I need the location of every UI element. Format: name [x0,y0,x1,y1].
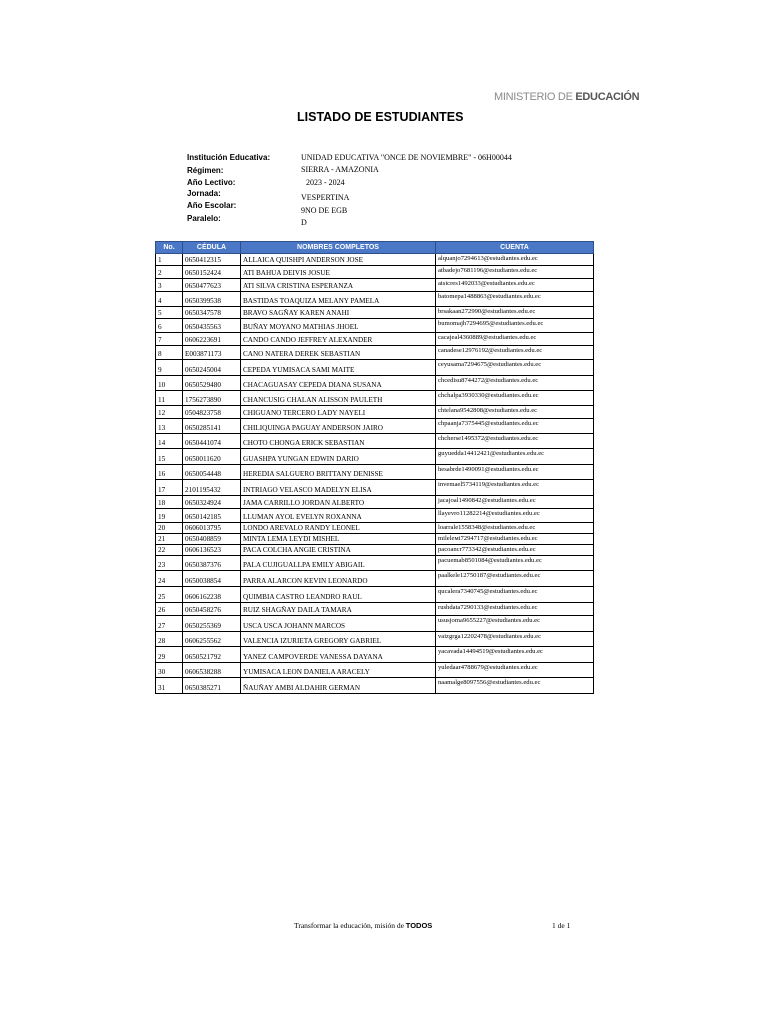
footer-text: Transformar la educación, misión de [294,921,406,930]
regimen-label: Régimen: [187,166,224,175]
cell-cedula: 0650347578 [183,307,241,319]
cell-cuenta: chtelana9542808@estudiantes.edu.ec [436,406,594,419]
cell-no: 21 [156,534,183,545]
page-title: LISTADO DE ESTUDIANTES [297,110,464,124]
cell-cedula: 0606223691 [183,333,241,346]
cell-cuenta: loarrale1558348@estudiantes.edu.ec [436,523,594,534]
table-row [156,496,594,509]
ministry-logo [494,91,639,103]
cell-no: 13 [156,419,183,434]
cell-cuenta: pacoancr773342@estudiantes.edu.ec [436,545,594,556]
cell-cuenta: llayevro11282214@estudiantes.edu.ec [436,509,594,523]
cell-no: 14 [156,434,183,449]
cell-cedula: 0650324924 [183,496,241,509]
cell-no: 24 [156,571,183,587]
cell-cedula: 0650521792 [183,647,241,663]
cell-nombre: GUASHPA YUNGAN EDWIN DARIO [241,449,436,465]
institucion-value: UNIDAD EDUCATIVA "ONCE DE NOVIEMBRE" - 06H00044 [301,153,512,162]
logo-bold: EDUCACIÓN [575,91,640,103]
cell-cedula: 0650477623 [183,279,241,292]
footer-slogan [294,921,432,930]
cell-nombre: INTRIAGO VELASCO MADELYN ELISA [241,480,436,496]
table-row [156,406,594,419]
cell-cedula: 0650142185 [183,509,241,523]
cell-no: 19 [156,509,183,523]
cell-cedula: 0650529480 [183,376,241,391]
table-row [156,279,594,292]
cell-nombre: JAMA CARRILLO JORDAN ALBERTO [241,496,436,509]
cell-nombre: PACA COLCHA ANGIE CRISTINA [241,545,436,556]
cell-nombre: CHACAGUASAY CEPEDA DIANA SUSANA [241,376,436,391]
cell-cuenta: naamalge8097556@estudiantes.edu.ec [436,678,594,694]
cell-cuenta: yacavada14494519@estudiantes.edu.ec [436,647,594,663]
table-row [156,419,594,434]
table-row [156,509,594,523]
cell-no: 22 [156,545,183,556]
cell-nombre: CHANCUSIG CHALAN ALISSON PAULETH [241,391,436,406]
cell-no: 27 [156,616,183,632]
cell-cedula: 2101195432 [183,480,241,496]
cell-cuenta: ususjoma9655227@estudiantes.edu.ec [436,616,594,632]
cell-cuenta: atsicres1492033@estudiantes.edu.ec [436,279,594,292]
cell-nombre: BASTIDAS TOAQUIZA MELANY PAMELA [241,292,436,307]
cell-cedula: 0650408859 [183,534,241,545]
table-row [156,449,594,465]
cell-no: 11 [156,391,183,406]
cell-nombre: LLUMAN AYOL EVELYN ROXANNA [241,509,436,523]
cell-cedula: 0650285141 [183,419,241,434]
cell-cuenta: invemael5734119@estudiantes.edu.ec [436,480,594,496]
cell-cedula: 0650441074 [183,434,241,449]
header-cedula: CÉDULA [183,242,241,254]
cell-no: 4 [156,292,183,307]
cell-cedula: 0504823758 [183,406,241,419]
cell-nombre: VALENCIA IZURIETA GREGORY GABRIEL [241,632,436,647]
table-row [156,678,594,694]
cell-no: 3 [156,279,183,292]
cell-cuenta: ceyusama7294675@estudiantes.edu.ec [436,360,594,376]
header-nombres: NOMBRES COMPLETOS [241,242,436,254]
cell-nombre: HEREDIA SALGUERO BRITTANY DENISSE [241,465,436,480]
cell-cedula: 0650435563 [183,319,241,333]
table-row [156,571,594,587]
cell-nombre: PALA CUJIGUALLPA EMILY ABIGAIL [241,556,436,571]
cell-nombre: PARRA ALARCON KEVIN LEONARDO [241,571,436,587]
anio-escolar-label: Año Escolar: [187,201,237,210]
cell-no: 15 [156,449,183,465]
cell-nombre: CANO NATERA DEREK SEBASTIAN [241,346,436,360]
cell-cedula: 0650399538 [183,292,241,307]
cell-no: 12 [156,406,183,419]
cell-no: 25 [156,587,183,603]
table-row [156,266,594,279]
table-row [156,333,594,346]
cell-cedula: 0650412315 [183,254,241,266]
jornada-label: Jornada: [187,189,221,198]
cell-nombre: ALLAICA QUISHPI ANDERSON JOSE [241,254,436,266]
table-row [156,556,594,571]
cell-cedula: 0606162238 [183,587,241,603]
cell-cedula: 0650038854 [183,571,241,587]
table-header-row [156,242,594,254]
cell-nombre: CHILIQUINGA PAGUAY ANDERSON JAIRO [241,419,436,434]
cell-cedula: E003871173 [183,346,241,360]
cell-no: 31 [156,678,183,694]
table-row [156,587,594,603]
cell-nombre: ÑAUÑAY AMBI ALDAHIR GERMAN [241,678,436,694]
cell-no: 6 [156,319,183,333]
cell-nombre: QUIMBIA CASTRO LEANDRO RAUL [241,587,436,603]
table-row [156,663,594,678]
cell-no: 7 [156,333,183,346]
cell-cuenta: chchalpa3930330@estudiantes.edu.ec [436,391,594,406]
table-row [156,480,594,496]
cell-cuenta: hesabrde1490091@estudiantes.edu.ec [436,465,594,480]
cell-no: 9 [156,360,183,376]
cell-no: 1 [156,254,183,266]
table-row [156,307,594,319]
cell-no: 17 [156,480,183,496]
cell-nombre: ATI SILVA CRISTINA ESPERANZA [241,279,436,292]
cell-cedula: 0650385271 [183,678,241,694]
header-no: No. [156,242,183,254]
table-row [156,346,594,360]
cell-cedula: 0650387376 [183,556,241,571]
cell-cedula: 0606538288 [183,663,241,678]
table-row [156,254,594,266]
cell-nombre: ATI BAHUA DEIVIS JOSUE [241,266,436,279]
cell-no: 30 [156,663,183,678]
cell-cedula: 0606255562 [183,632,241,647]
cell-cedula: 1756273890 [183,391,241,406]
students-table [155,241,594,694]
header-cuenta: CUENTA [436,242,594,254]
table-row [156,434,594,449]
cell-no: 26 [156,603,183,616]
cell-no: 5 [156,307,183,319]
paralelo-value: D [301,218,307,227]
cell-nombre: MINTA LEMA LEYDI MISHEL [241,534,436,545]
cell-cuenta: pacuemab8501084@estudiantes.edu.ec [436,556,594,571]
table-row [156,545,594,556]
table-row [156,632,594,647]
cell-cuenta: brsakaan272990@estudiantes.edu.ec [436,307,594,319]
table-row [156,523,594,534]
table-row [156,465,594,480]
cell-cuenta: bumomajh7294695@estudiantes.edu.ec [436,319,594,333]
paralelo-label: Paralelo: [187,214,221,223]
cell-cuenta: batomepa1488863@estudiantes.edu.ec [436,292,594,307]
cell-nombre: CEPEDA YUMISACA SAMI MAITE [241,360,436,376]
cell-nombre: CHIGUANO TERCERO LADY NAYELI [241,406,436,419]
cell-nombre: CHOTO CHONGA ERICK SEBASTIAN [241,434,436,449]
page-number: 1 de 1 [552,921,571,930]
table-row [156,616,594,632]
cell-no: 10 [156,376,183,391]
cell-cedula: 0650011620 [183,449,241,465]
cell-cuenta: vaizgrga12202478@estudiantes.edu.ec [436,632,594,647]
footer-bold: TODOS [405,921,433,930]
table-row [156,391,594,406]
cell-cuenta: paalkele12750187@estudiantes.edu.ec [436,571,594,587]
cell-no: 18 [156,496,183,509]
table-row [156,292,594,307]
cell-cuenta: jacajoal1490842@estudiantes.edu.ec [436,496,594,509]
cell-nombre: RUIZ SHAGÑAY DAILA TAMARA [241,603,436,616]
table-row [156,647,594,663]
table-row [156,376,594,391]
jornada-value: VESPERTINA [301,193,350,202]
table-row [156,360,594,376]
cell-cedula: 0650245004 [183,360,241,376]
anio-lectivo-label: Año Lectivo: [187,178,236,187]
institucion-label: Institución Educativa: [187,153,271,162]
cell-nombre: YUMISACA LEON DANIELA ARACELY [241,663,436,678]
regimen-value: SIERRA - AMAZONIA [301,165,379,174]
cell-cuenta: cacajeal4360889@estudiantes.edu.ec [436,333,594,346]
cell-cedula: 0650152424 [183,266,241,279]
cell-no: 16 [156,465,183,480]
cell-cedula: 0606136523 [183,545,241,556]
cell-no: 2 [156,266,183,279]
cell-cuenta: alquanjo7294613@estudiantes.edu.ec [436,254,594,266]
table-row [156,319,594,333]
cell-cuenta: yuledaar4788679@estudiantes.edu.ec [436,663,594,678]
cell-nombre: YANEZ CAMPOVERDE VANESSA DAYANA [241,647,436,663]
anio-lectivo-value: 2023 - 2024 [306,178,345,187]
cell-cuenta: mileleмі7294717@estudiantes.edu.ec [436,534,594,545]
cell-no: 8 [156,346,183,360]
cell-no: 29 [156,647,183,663]
cell-no: 28 [156,632,183,647]
cell-cuenta: canadese12976192@estudiantes.edu.ec [436,346,594,360]
cell-cuenta: qucalera7340745@estudiantes.edu.ec [436,587,594,603]
cell-cuenta: chcherse1495372@estudiantes.edu.ec [436,434,594,449]
cell-cedula: 0650255369 [183,616,241,632]
cell-nombre: LONDO AREVALO RANDY LEONEL [241,523,436,534]
cell-cuenta: chpaanja7375445@estudiantes.edu.ec [436,419,594,434]
cell-cuenta: rushdata7290133@estudiantes.edu.ec [436,603,594,616]
table-body [156,254,594,694]
cell-no: 23 [156,556,183,571]
table-row [156,534,594,545]
cell-no: 20 [156,523,183,534]
cell-nombre: USCA USCA JOHANN MARCOS [241,616,436,632]
cell-cedula: 0650054448 [183,465,241,480]
table-row [156,603,594,616]
cell-nombre: BRAVO SAGÑAY KAREN ANAHI [241,307,436,319]
cell-nombre: CANDO CANDO JEFFREY ALEXANDER [241,333,436,346]
cell-cedula: 0606013795 [183,523,241,534]
logo-prefix: MINISTERIO DE [494,91,576,103]
cell-cedula: 0650458276 [183,603,241,616]
cell-cuenta: atbadejo7681196@estudiantes.edu.ec [436,266,594,279]
cell-cuenta: chcedisu8744272@estudiantes.edu.ec [436,376,594,391]
cell-cuenta: guyuedda14412421@estudiantes.edu.ec [436,449,594,465]
cell-nombre: BUÑAY MOYANO MATHIAS JHOEL [241,319,436,333]
anio-escolar-value: 9NO DE EGB [301,206,348,215]
